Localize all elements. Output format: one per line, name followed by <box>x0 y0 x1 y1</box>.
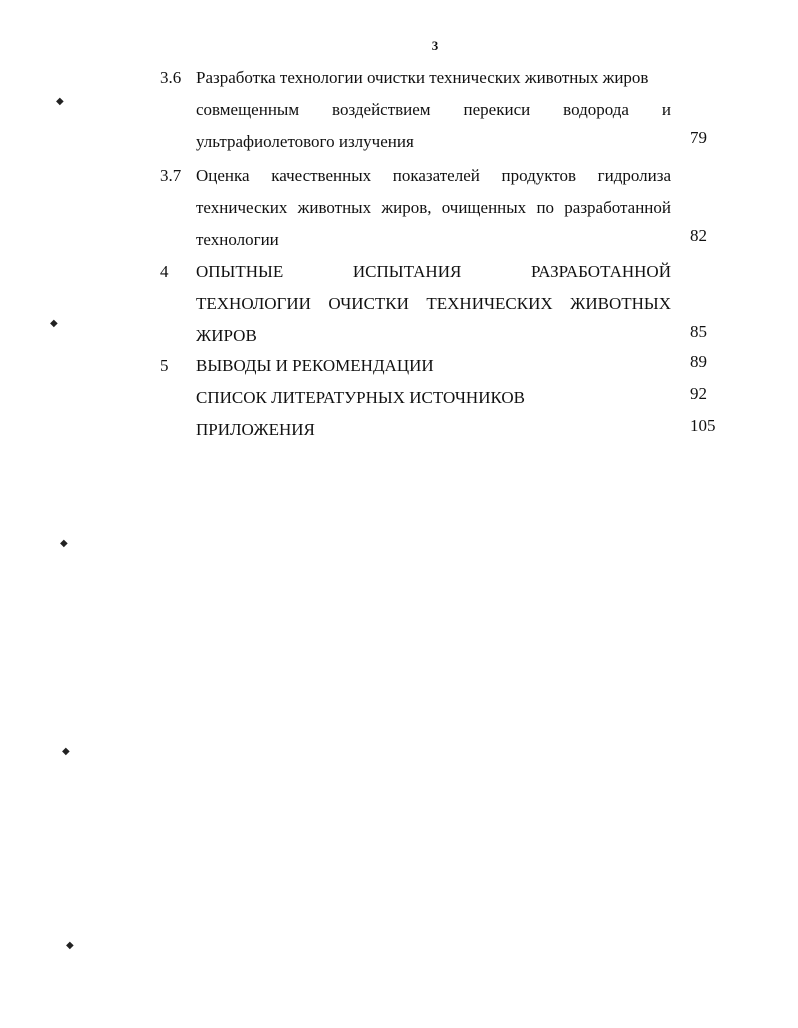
entry-title-line: ВЫВОДЫ И РЕКОМЕНДАЦИИ <box>196 356 434 375</box>
entry-page-number: 82 <box>690 226 707 245</box>
entry-title-line: Разработка технологии очистки технических животных жиров <box>196 68 649 87</box>
entry-title-line: ОПЫТНЫЕ ИСПЫТАНИЯ РАЗРАБОТАННОЙ <box>196 262 671 281</box>
entry-title-line: ТЕХНОЛОГИИ ОЧИСТКИ ТЕХНИЧЕСКИХ ЖИВОТНЫХ <box>196 294 671 313</box>
scan-mark: ◆ <box>66 940 74 951</box>
scan-mark: ◆ <box>56 96 64 107</box>
entry-page-number: 85 <box>690 322 707 341</box>
entry-title-line: ультрафиолетового излучения <box>196 132 414 151</box>
entry-title-line: Оценка качественных показателей продуктов гидролиза <box>196 166 671 185</box>
entry-page-number: 92 <box>690 384 707 403</box>
entry-title-line: ЖИРОВ <box>196 326 257 345</box>
entry-number: 5 <box>160 356 169 375</box>
entry-title-line: совмещенным воздействием перекиси водорода и <box>196 100 671 119</box>
entry-number: 4 <box>160 262 169 281</box>
entry-number: 3.7 <box>160 166 182 185</box>
entry-page-number: 105 <box>690 416 716 435</box>
entry-title-line: ПРИЛОЖЕНИЯ <box>196 420 315 439</box>
entry-page-number: 79 <box>690 128 707 147</box>
entry-number: 3.6 <box>160 68 182 87</box>
scan-mark: ◆ <box>62 746 70 757</box>
entry-page-number: 89 <box>690 352 707 371</box>
page-number: 3 <box>431 38 439 53</box>
scan-mark: ◆ <box>50 318 58 329</box>
scan-mark: ◆ <box>60 538 68 549</box>
entry-title-line: технических животных жиров, очищенных по разработанной <box>196 198 671 217</box>
entry-title-line: СПИСОК ЛИТЕРАТУРНЫХ ИСТОЧНИКОВ <box>196 388 526 407</box>
entry-title-line: технологии <box>196 230 279 249</box>
